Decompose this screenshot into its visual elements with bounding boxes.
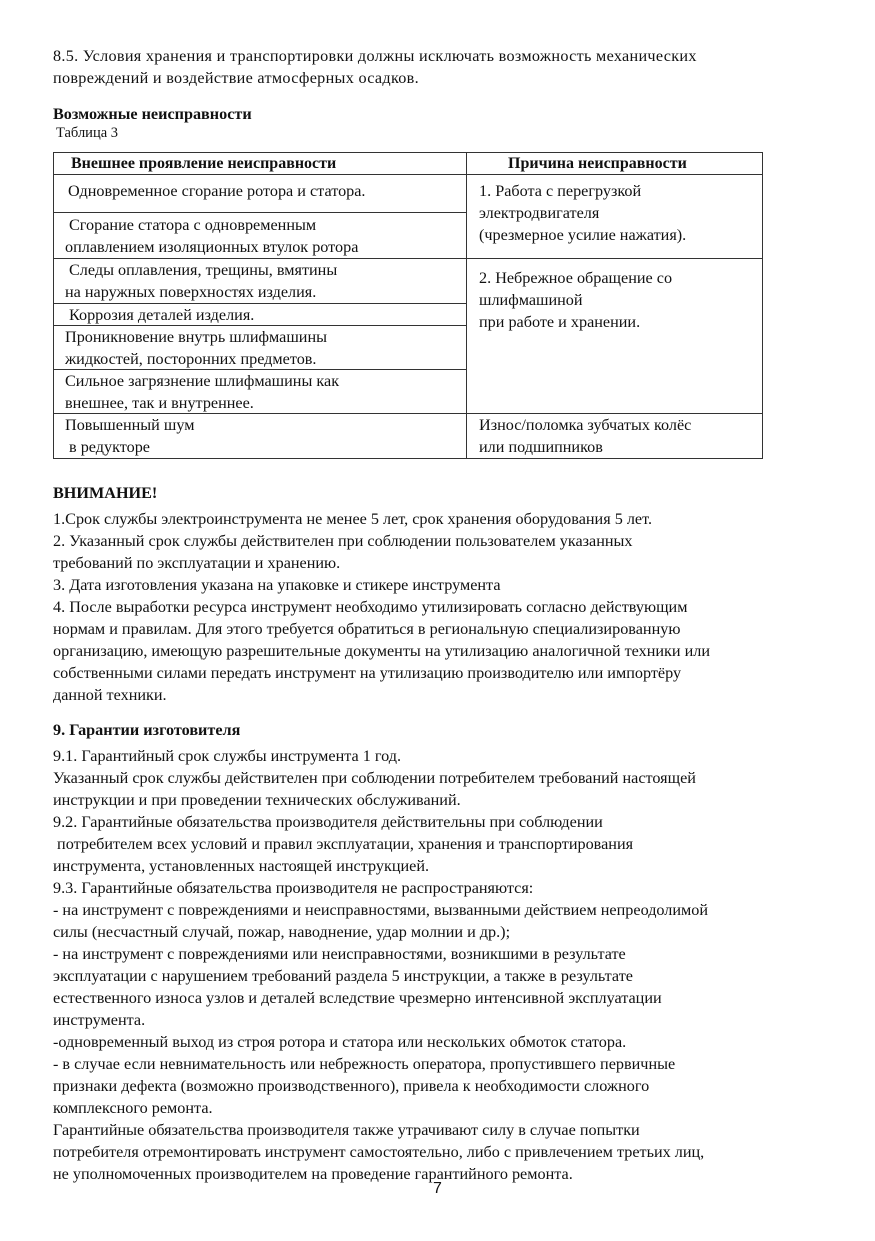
cell-text: Сгорание статора с одновременным xyxy=(69,216,317,234)
text-line: -одновременный выход из строя ротора и статора или нескольких обмоток статора. xyxy=(53,1033,627,1051)
table-header-cause: Причина неисправности xyxy=(508,155,687,172)
attention-heading: ВНИМАНИЕ! xyxy=(53,484,158,502)
text-line: - на инструмент с повреждениями или неисправностями, возникшими в результате xyxy=(53,945,626,963)
faults-table xyxy=(53,152,763,459)
symptom-cell xyxy=(69,304,254,326)
text-line: потребителя отремонтировать инструмент самостоятельно, либо с привлечением третьих лиц, xyxy=(53,1143,705,1161)
cell-text: внешнее, так и внутреннее. xyxy=(65,394,254,412)
section-8-5-paragraph xyxy=(53,45,823,89)
cell-text: Проникновение внутрь шлифмашины xyxy=(65,328,327,346)
text-line: 3. Дата изготовления указана на упаковке и стикере инструмента xyxy=(53,576,501,594)
cell-text: оплавлением изоляционных втулок ротора xyxy=(65,238,359,256)
symptom-cell xyxy=(65,414,194,458)
text-line: признаки дефекта (возможно производственного), привела к необходимости сложного xyxy=(53,1077,650,1095)
text-line: 2. Указанный срок службы действителен при соблюдении пользователем указанных xyxy=(53,532,633,550)
text-line: - в случае если невнимательность или небрежность оператора, пропустившего первичные xyxy=(53,1055,676,1073)
symptom-cell xyxy=(68,180,365,202)
page-number: 7 xyxy=(433,1180,442,1197)
text-line: Указанный срок службы действителен при соблюдении потребителем требований настоящей xyxy=(53,769,696,787)
text-line: 4. После выработки ресурса инструмент необходимо утилизировать согласно действующим xyxy=(53,598,688,616)
text-line: организацию, имеющую разрешительные документы на утилизацию аналогичной техники или xyxy=(53,642,711,660)
row-divider xyxy=(53,212,466,213)
cell-text: Одновременное сгорание ротора и статора. xyxy=(68,182,366,200)
text-line: нормам и правилам. Для этого требуется обратиться в региональную специализированную xyxy=(53,620,681,638)
table-border-bottom xyxy=(53,458,763,459)
text-line: силы (несчастный случай, пожар, наводнение, удар молнии и др.); xyxy=(53,923,511,941)
text-line: 9.2. Гарантийные обязательства производителя действительны при соблюдении xyxy=(53,813,603,831)
cell-text: Износ/поломка зубчатых колёс xyxy=(479,416,692,434)
cell-text: жидкостей, посторонних предметов. xyxy=(65,350,317,368)
cell-text: электродвигателя xyxy=(479,204,600,222)
text-line: инструмента, установленных настоящей инструкцией. xyxy=(53,857,430,875)
cause-cell xyxy=(479,180,686,246)
text-line: - на инструмент с повреждениями и неисправностями, вызванными действием непреодолимой xyxy=(53,901,709,919)
text-line: естественного износа узлов и деталей вследствие чрезмерно интенсивной эксплуатации xyxy=(53,989,662,1007)
symptom-cell xyxy=(65,259,337,303)
text-line: 8.5. Условия хранения и транспортировки должны исключать возможность механических xyxy=(53,47,697,65)
cell-text: шлифмашиной xyxy=(479,291,583,309)
faults-heading: Возможные неисправности xyxy=(53,105,252,123)
text-line: не уполномоченных производителем на проведение гарантийного ремонта. xyxy=(53,1165,573,1183)
cell-text: Следы оплавления, трещины, вмятины xyxy=(69,261,338,279)
text-line: данной техники. xyxy=(53,686,167,704)
cell-text: (чрезмерное усилие нажатия). xyxy=(479,226,687,244)
cell-text: или подшипников xyxy=(479,438,603,456)
symptom-cell xyxy=(65,370,339,414)
text-line: комплексного ремонта. xyxy=(53,1099,213,1117)
text-line: потребителем всех условий и правил эксплуатации, хранения и транспортирования xyxy=(53,835,634,853)
text-line: собственными силами передать инструмент на утилизацию производителю или импортёру xyxy=(53,664,682,682)
cell-text: Коррозия деталей изделия. xyxy=(69,306,255,324)
cause-cell xyxy=(479,267,672,333)
table-header-symptom: Внешнее проявление неисправности xyxy=(71,155,337,172)
cell-text: Повышенный шум xyxy=(65,416,195,434)
symptom-cell xyxy=(65,214,358,258)
text-line: повреждений и воздействие атмосферных осадков. xyxy=(53,69,419,87)
cause-cell xyxy=(479,414,691,458)
cell-text: при работе и хранении. xyxy=(479,313,641,331)
cell-text: Сильное загрязнение шлифмашины как xyxy=(65,372,340,390)
text-line: Гарантийные обязательства производителя также утрачивают силу в случае попытки xyxy=(53,1121,640,1139)
text-line: требований по эксплуатации и хранению. xyxy=(53,554,341,572)
table-caption: Таблица 3 xyxy=(56,125,119,141)
warranty-heading: 9. Гарантии изготовителя xyxy=(53,721,241,739)
symptom-cell xyxy=(65,326,327,370)
text-line: 9.1. Гарантийный срок службы инструмента 1 год. xyxy=(53,747,402,765)
attention-text xyxy=(53,508,823,706)
warranty-text xyxy=(53,745,823,1185)
text-line: эксплуатации с нарушением требований раздела 5 инструкции, а также в результате xyxy=(53,967,633,985)
text-line: 9.3. Гарантийные обязательства производителя не распространяются: xyxy=(53,879,534,897)
cell-text: в редукторе xyxy=(69,438,150,456)
cell-text: 2. Небрежное обращение со xyxy=(479,269,673,287)
text-line: инструкции и при проведении технических обслуживаний. xyxy=(53,791,461,809)
cell-text: на наружных поверхностях изделия. xyxy=(65,283,317,301)
text-line: инструмента. xyxy=(53,1011,146,1029)
cell-text: 1. Работа с перегрузкой xyxy=(479,182,642,200)
text-line: 1.Срок службы электроинструмента не менее 5 лет, срок хранения оборудования 5 лет. xyxy=(53,510,652,528)
